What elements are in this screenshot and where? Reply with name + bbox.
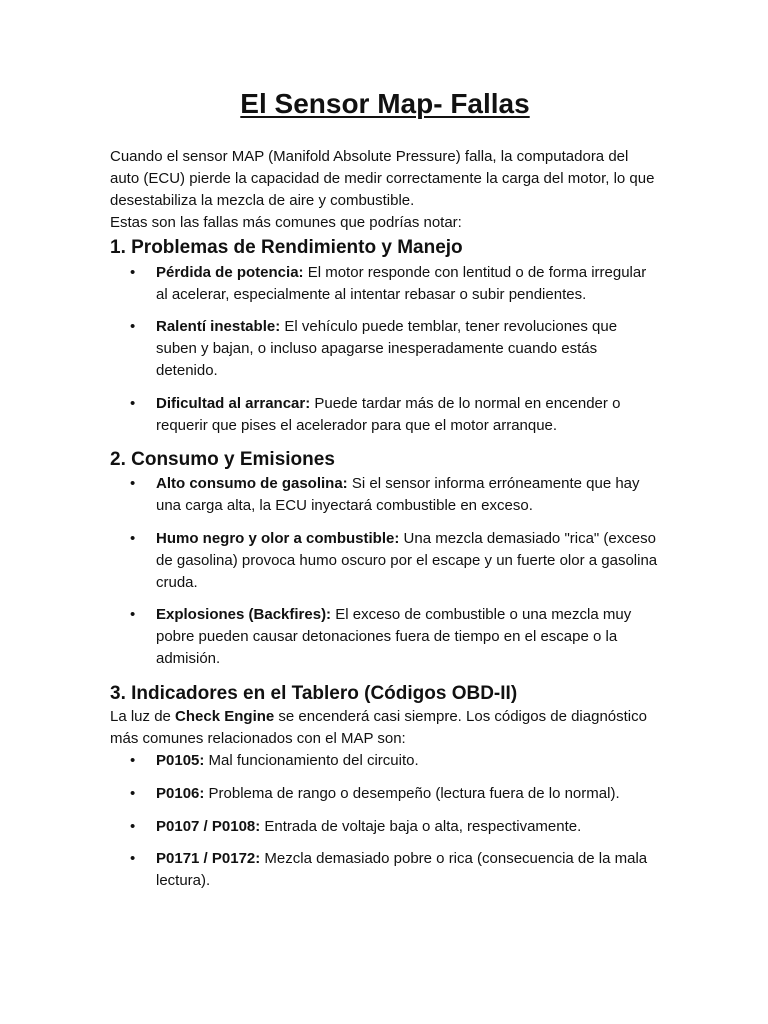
list-rendimiento xyxy=(110,262,660,437)
section-heading-consumo: 2. Consumo y Emisiones xyxy=(110,449,335,470)
list-item xyxy=(110,393,660,437)
list-item-term: Pérdida de potencia: xyxy=(156,264,304,281)
list-item xyxy=(110,262,660,306)
list-item-term: Humo negro y olor a combustible: xyxy=(156,530,400,547)
intro-paragraph: Cuando el sensor MAP (Manifold Absolute Pressure) falla, la computadora del auto (ECU) pierde la capacidad de medir correctamente la carga del motor, lo que desestabiliza la mezcla de aire y combustible. xyxy=(110,148,655,209)
list-item xyxy=(110,750,660,772)
list-item-term: P0105: xyxy=(156,752,205,769)
list-item xyxy=(110,848,660,892)
list-consumo xyxy=(110,473,660,670)
section-intro-after: se encenderá casi siempre. Los códigos de diagnóstico más comunes relacionados con el MAP son: xyxy=(110,708,647,747)
list-item xyxy=(110,473,660,517)
intro-lead-in: Estas son las fallas más comunes que podrías notar: xyxy=(110,214,462,231)
list-item-text: Una mezcla demasiado "rica" (exceso de gasolina) provoca humo oscuro por el escape y un fuerte olor a gasolina cruda. xyxy=(156,530,658,591)
list-item-term: P0171 / P0172: xyxy=(156,850,261,867)
list-item-text: El vehículo puede temblar, tener revoluciones que suben y bajan, o incluso apagarse inesperadamente cuando estás detenido. xyxy=(156,318,618,379)
list-item-text: El motor responde con lentitud o de forma irregular al acelerar, especialmente al intentar rebasar o subir pendientes. xyxy=(156,264,647,303)
list-item-text: Si el sensor informa erróneamente que hay una carga alta, la ECU inyectará combustible en exceso. xyxy=(156,475,640,514)
list-item-term: Explosiones (Backfires): xyxy=(156,606,332,623)
list-item xyxy=(110,604,660,670)
section-intro-before: La luz de xyxy=(110,708,176,725)
list-item xyxy=(110,816,660,838)
list-item-text: Mezcla demasiado pobre o rica (consecuencia de la mala lectura). xyxy=(156,850,648,889)
list-item xyxy=(110,316,660,382)
check-engine-label: Check Engine xyxy=(175,708,275,725)
list-item-term: P0106: xyxy=(156,785,205,802)
section-heading-rendimiento: 1. Problemas de Rendimiento y Manejo xyxy=(110,237,463,258)
list-codigos xyxy=(110,750,660,892)
document-page xyxy=(110,84,660,892)
list-item-text: Puede tardar más de lo normal en encender o requerir que pises el acelerador para que el motor arranque. xyxy=(156,395,621,434)
document-title: El Sensor Map- Fallas xyxy=(240,88,530,119)
list-item-term: P0107 / P0108: xyxy=(156,818,261,835)
list-item-term: Alto consumo de gasolina: xyxy=(156,475,348,492)
list-item-text: Problema de rango o desempeño (lectura fuera de lo normal). xyxy=(204,785,620,802)
list-item-text: Mal funcionamiento del circuito. xyxy=(204,752,419,769)
section-heading-indicadores: 3. Indicadores en el Tablero (Códigos OBD-II) xyxy=(110,683,518,704)
section-intro-indicadores xyxy=(110,706,660,750)
list-item xyxy=(110,528,660,594)
list-item xyxy=(110,783,660,805)
list-item-term: Ralentí inestable: xyxy=(156,318,281,335)
list-item-text: Entrada de voltaje baja o alta, respectivamente. xyxy=(260,818,582,835)
list-item-text: El exceso de combustible o una mezcla muy pobre pueden causar detonaciones fuera de tiempo en el escape o la admisión. xyxy=(156,606,632,667)
list-item-term: Dificultad al arrancar: xyxy=(156,395,311,412)
